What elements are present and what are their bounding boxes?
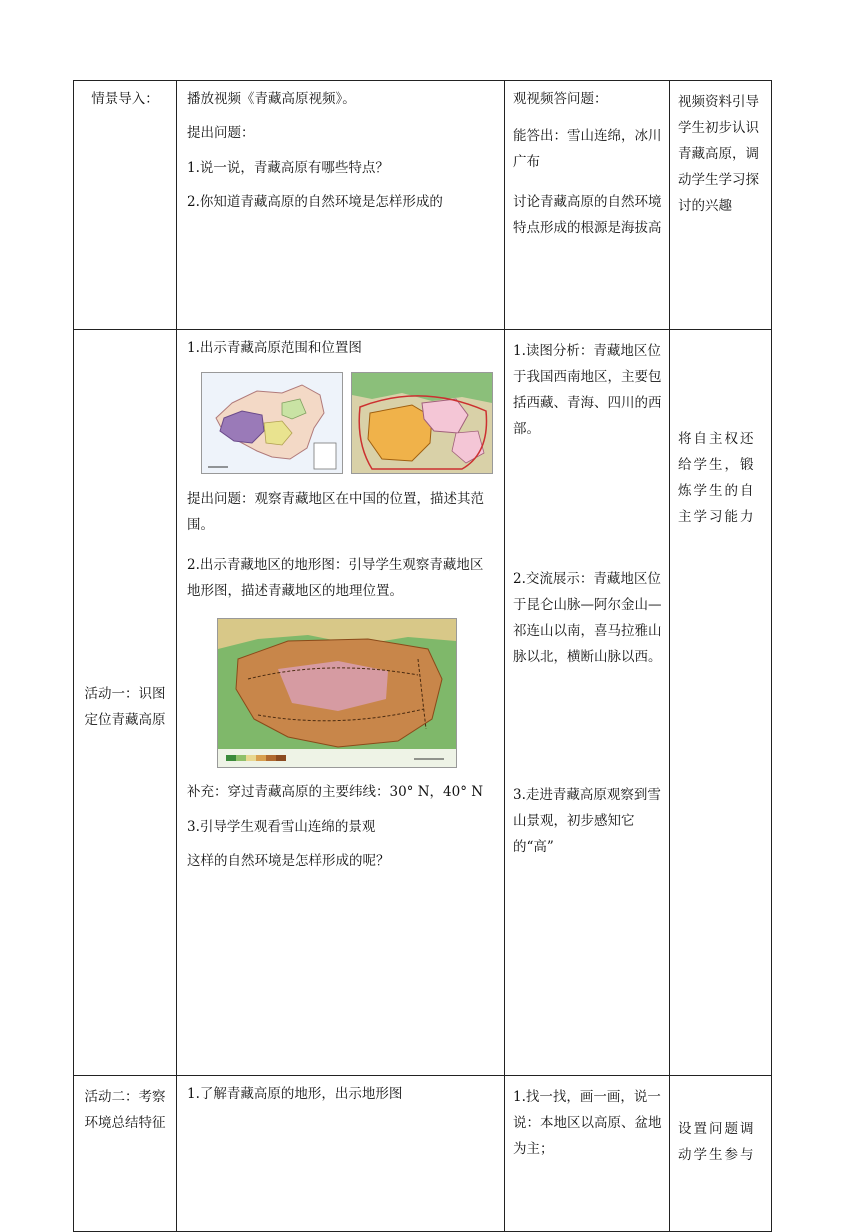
china-location-map: [201, 372, 343, 474]
teacher-activity-cell: [177, 1076, 505, 1232]
student-line: 讨论青藏高原的自然环境特点形成的根源是海拔高: [513, 194, 662, 237]
teacher-line: 播放视频《青藏高原视频》。: [187, 91, 356, 107]
teacher-line: 3.引导学生观看雪山连绵的景观: [187, 818, 376, 835]
design-intent-cell: [670, 330, 772, 1076]
stage-label: 活动二：考察环境总结特征: [84, 1089, 166, 1131]
plateau-range-map: [351, 372, 493, 474]
stage-label: 情景导入：: [91, 91, 159, 107]
teacher-line: 1.了解青藏高原的地形，出示地形图: [187, 1086, 403, 1102]
stage-label: 活动一：识图定位青藏高原: [84, 685, 166, 728]
student-activity-cell: [505, 1076, 670, 1232]
teacher-line: 提出问题：: [187, 125, 255, 142]
location-maps: [201, 372, 496, 474]
design-intent-text: 视频资料引导学生初步认识青藏高原，调动学生学习探讨的兴趣: [678, 94, 759, 214]
design-intent-cell: [670, 1076, 772, 1232]
teacher-line: 2.你知道青藏高原的自然环境是怎样形成的: [187, 193, 443, 210]
row-scene-intro: [74, 81, 772, 330]
row-activity-one: [74, 330, 772, 1076]
stage-cell: [74, 330, 177, 1076]
stage-cell: [74, 81, 177, 330]
teacher-line: 这样的自然环境是怎样形成的呢？: [187, 852, 390, 869]
teacher-line: 提出问题：观察青藏地区在中国的位置，描述其范围。: [187, 491, 484, 534]
terrain-map: [217, 618, 457, 768]
stage-cell: [74, 1076, 177, 1232]
row-activity-two: [74, 1076, 772, 1232]
teacher-line: 1.说一说，青藏高原有哪些特点？: [187, 159, 389, 176]
student-line: 能答出：雪山连绵，冰川广布: [513, 128, 662, 171]
student-line: 1.找一找，画一画，说一说：本地区以高原、盆地为主；: [513, 1089, 662, 1157]
design-intent-text: 将自主权还给学生，锻炼学生的自主学习能力: [678, 431, 756, 525]
teacher-line: 补充：穿过青藏高原的主要纬线：30° N，40° N: [187, 784, 484, 801]
design-intent-cell: [670, 81, 772, 330]
teacher-activity-cell: [177, 330, 505, 1076]
student-activity-cell: [505, 330, 670, 1076]
student-line: 观视频答问题：: [513, 91, 608, 107]
student-line: 2.交流展示：青藏地区位于昆仑山脉—阿尔金山—祁连山以南，喜马拉雅山脉以北，横断山脉以西。: [513, 571, 662, 665]
student-line: 3.走进青藏高原观察到雪山景观，初步感知它的“高”: [513, 787, 661, 855]
design-intent-text: 设置问题调动学生参与: [678, 1121, 756, 1163]
teacher-line: 1.出示青藏高原范围和位置图: [187, 340, 362, 356]
student-line: 1.读图分析：青藏地区位于我国西南地区，主要包括西藏、青海、四川的西部。: [513, 343, 662, 437]
teacher-activity-cell: [177, 81, 505, 330]
lesson-plan-table: [73, 80, 772, 1232]
student-activity-cell: [505, 81, 670, 330]
teacher-line: 2.出示青藏地区的地形图：引导学生观察青藏地区地形图，描述青藏地区的地理位置。: [187, 557, 484, 600]
